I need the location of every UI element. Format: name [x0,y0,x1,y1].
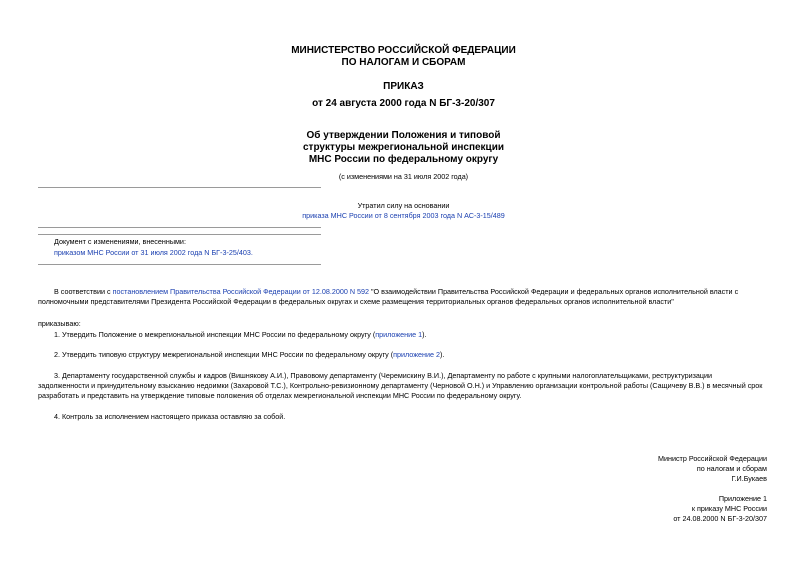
order-word: приказываю: [38,319,81,328]
ministry-name-line2: ПО НАЛОГАМ И СБОРАМ [341,57,466,68]
amendments-link[interactable]: приказом МНС России от 31 июля 2002 года N БГ-3-25/403. [54,248,253,257]
changes-note: (с изменениями на 31 июля 2002 года) [338,172,469,181]
document-title-line2: структуры межрегиональной инспекции [303,142,504,153]
ministry-name-line1: МИНИСТЕРСТВО РОССИЙСКОЙ ФЕДЕРАЦИИ [291,45,516,56]
government-decree-link[interactable]: постановлением Правительства Российской Федерации от 12.08.2000 N 592 [112,287,369,296]
order-item-2 [54,350,444,360]
order-item-3-line2: задолженности и принудительному взысканию недоимки (Захаровой Т.С.), Контрольно-ревизионному департаменту (Черновой О.Н.) и Управлению организации контрольной работы (Сащичеву В.В.) в месячный срок [38,381,763,390]
preamble-prefix: В соответствии с [54,287,113,296]
document-title-line3: МНС России по федеральному округу [308,154,499,165]
appendix-1-link[interactable]: приложение 1 [375,330,423,339]
appendix-line2: к приказу МНС России [691,504,767,513]
preamble-line2: полномочными представителями Президента Российской Федерации в федеральных округах и схеме размещения территориальных органов федеральных органов исполнительной власти" [38,297,674,306]
document-title-line1: Об утверждении Положения и типовой [306,130,501,141]
order-item-3-line1: 3. Департаменту государственной службы и кадров (Вишнякову А.И.), Правовому департаменту (Черемискину В.И.), Департаменту по работе с крупными налогоплательщиками, реструктуризации [54,371,713,380]
appendix-2-link[interactable]: приложение 2 [393,350,440,359]
item2-text: 2. Утвердить типовую структуру межрегиональной инспекции МНС России по федеральному округу ( [54,350,394,359]
signature-line2: по налогам и сборам [696,464,767,473]
signature-name: Г.И.Букаев [731,474,767,483]
appendix-line1: Приложение 1 [718,494,767,503]
amendments-label: Документ с изменениями, внесенными: [54,237,186,246]
divider [38,264,321,265]
item1-text: 1. Утвердить Положение о межрегиональной инспекции МНС России по федеральному округу ( [54,330,376,339]
order-item-3-line3: разработать и представить на утверждение типовые положения об отделах межрегиональной инспекции МНС России по федеральному округу. [38,391,522,400]
preamble-rest: "О взаимодействии Правительства Российской Федерации и федеральных органов исполнительной власти с [369,287,739,296]
order-item-1 [54,330,427,340]
divider [38,187,321,188]
divider [38,227,321,228]
lost-force-note: Утратил силу на основании [357,201,450,210]
signature-line1: Министр Российской Федерации [657,454,767,463]
document-date-number: от 24 августа 2000 года N БГ-3-20/307 [312,98,495,109]
appendix-line3: от 24.08.2000 N БГ-3-20/307 [673,514,767,523]
lost-force-link[interactable]: приказа МНС России от 8 сентября 2003 года N АС-3-15/489 [302,211,505,220]
preamble-line1 [54,287,738,297]
divider [38,234,321,235]
order-item-4: 4. Контроль за исполнением настоящего приказа оставляю за собой. [54,412,286,421]
item2-end: ). [440,350,445,359]
document-type: ПРИКАЗ [383,81,424,92]
item1-end: ). [422,330,427,339]
